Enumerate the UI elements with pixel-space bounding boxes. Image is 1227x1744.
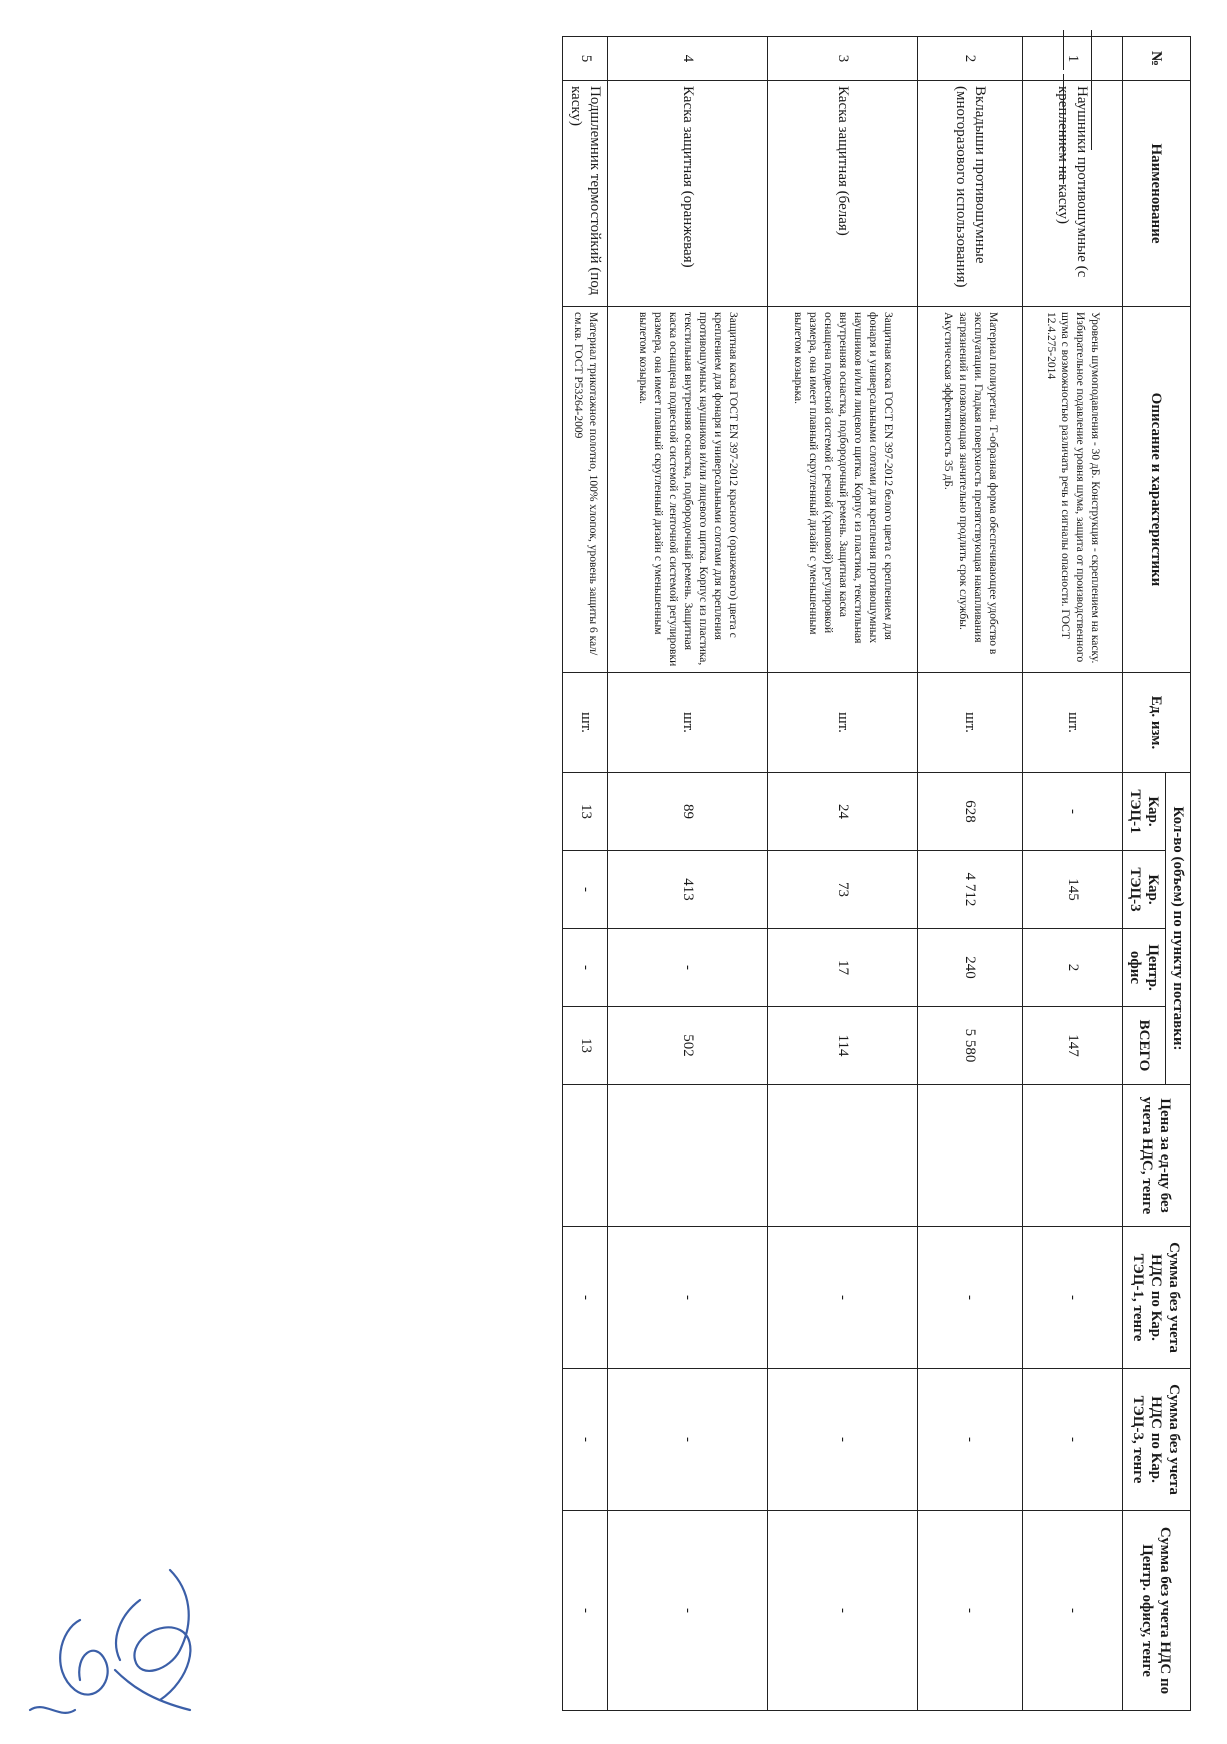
cell-sum-office: - (1023, 1511, 1123, 1711)
cell-sum-office: - (563, 1511, 608, 1711)
cell-sum-tec3: - (563, 1369, 608, 1511)
cell-qty-tec3: 4 712 (918, 851, 1023, 929)
cell-price (608, 1085, 768, 1227)
cell-sum-office: - (768, 1511, 918, 1711)
col-header-sum-tec1: Сумма без учета НДС по Кар. ТЭЦ-1, тенге (1123, 1227, 1191, 1369)
cell-qty-total: 5 580 (918, 1007, 1023, 1085)
cell-description: Защитная каска ГОСТ EN 397-2012 красного (оранжевого) цвета с креплением для фонаря и универсальными слотами для крепления противошумных наушников и/или лицевого щитка. Корпус из пластика, текстильная внутренняя оснастка, подбородочный ремень. Защитная каска оснащена подвесной системой с ленточной системой регулировки размера, она имеет плавный скругленный дизайн с уменьшенным вылетом козырька. (608, 307, 768, 673)
table-row (608, 37, 768, 1711)
cell-price (918, 1085, 1023, 1227)
cell-sum-tec3: - (1023, 1369, 1123, 1511)
cell-name: Каска защитная (оранжевая) (608, 81, 768, 307)
table-row (768, 37, 918, 1711)
cell-unit: шт. (918, 673, 1023, 773)
cell-qty-total: 13 (563, 1007, 608, 1085)
col-header-qty-total: ВСЕГО (1123, 1007, 1166, 1085)
col-header-number: № (1123, 37, 1191, 81)
cell-number: 5 (563, 37, 608, 81)
cell-qty-tec1: - (1023, 773, 1123, 851)
cell-name: Вкладыши противошумные (многоразового использования) (918, 81, 1023, 307)
handwritten-signature-icon (20, 1560, 250, 1740)
cell-sum-tec1: - (918, 1227, 1023, 1369)
cell-sum-tec1: - (563, 1227, 608, 1369)
cell-name: Каска защитная (белая) (768, 81, 918, 307)
cell-number: 1 (1023, 37, 1123, 81)
cell-sum-office: - (918, 1511, 1023, 1711)
table-row (918, 37, 1023, 1711)
spec-table-wrapper (31, 36, 1191, 1710)
contract-number-blank (1091, 30, 1092, 150)
cell-sum-office: - (608, 1511, 768, 1711)
cell-name: Подшлемник термостойкий (под каску) (563, 81, 608, 307)
cell-description: Материал трикотажное полотно, 100% хлопок, уровень защиты 6 кал/см.кв. ГОСТ Р53264-2009 (563, 307, 608, 673)
cell-qty-tec1: 628 (918, 773, 1023, 851)
cell-unit: шт. (1023, 673, 1123, 773)
cell-description: Защитная каска ГОСТ EN 397-2012 белого цвета с креплением для фонаря и универсальными слотами для крепления противошумных наушников и/или лицевого щитка. Корпус из пластика, текстильная внутренняя оснастка, подбородочный ремень. Защитная каска оснащена подвесной системой с речной (храповой) регулировкой размера, она имеет плавный скругленный дизайн с уменьшенным вылетом козырька. (768, 307, 918, 673)
cell-price (563, 1085, 608, 1227)
cell-sum-tec1: - (1023, 1227, 1123, 1369)
cell-qty-total: 114 (768, 1007, 918, 1085)
col-header-name: Наименование (1123, 81, 1191, 307)
cell-number: 2 (918, 37, 1023, 81)
cell-qty-office: - (563, 929, 608, 1007)
cell-qty-tec1: 24 (768, 773, 918, 851)
cell-name: Наушники противошумные (с креплением на каску) (1023, 81, 1123, 307)
cell-qty-office: - (608, 929, 768, 1007)
cell-unit: шт. (563, 673, 608, 773)
table-header-row (1166, 37, 1191, 1711)
cell-qty-office: 240 (918, 929, 1023, 1007)
cell-qty-tec1: 89 (608, 773, 768, 851)
col-header-qty-group: Кол-во (объем) по пункту поставки: (1166, 773, 1191, 1085)
col-header-description: Описание и характеристики (1123, 307, 1191, 673)
cell-number: 4 (608, 37, 768, 81)
cell-qty-tec3: 413 (608, 851, 768, 929)
cell-qty-office: 17 (768, 929, 918, 1007)
cell-price (1023, 1085, 1123, 1227)
col-header-sum-tec3: Сумма без учета НДС по Кар. ТЭЦ-3, тенге (1123, 1369, 1191, 1511)
col-header-unit: Ед. изм. (1123, 673, 1191, 773)
cell-sum-tec1: - (608, 1227, 768, 1369)
cell-number: 3 (768, 37, 918, 81)
cell-unit: шт. (608, 673, 768, 773)
cell-qty-office: 2 (1023, 929, 1123, 1007)
cell-sum-tec1: - (768, 1227, 918, 1369)
cell-description: Уровень шумоподавления - 30 дБ. Конструкция - скреплением на каску. Избирательное подавление уровня шума, защита от производственного шума с возможностью различать речь и сигналы опасности. ГОСТ 12.4.275-2014 (1023, 307, 1123, 673)
col-header-price: Цена за ед-цу без учета НДС, тенге (1123, 1085, 1191, 1227)
cell-sum-tec3: - (768, 1369, 918, 1511)
date-month-blank (1063, 74, 1064, 184)
cell-qty-tec3: 145 (1023, 851, 1123, 929)
cell-description: Материал полиуретан. Т-образная форма обеспечивающее удобство в эксплуатации. Гладкая поверхность препятствующая накапливания загрязнений и позволяющая значительно продлить срок службы. Акустическая эффективность 35 дБ. (918, 307, 1023, 673)
cell-unit: шт. (768, 673, 918, 773)
cell-sum-tec3: - (918, 1369, 1023, 1511)
cell-qty-tec3: - (563, 851, 608, 929)
col-header-qty-office: Центр. офис (1123, 929, 1166, 1007)
col-header-qty-tec1: Кар. ТЭЦ-1 (1123, 773, 1166, 851)
date-day-blank (1063, 30, 1064, 70)
cell-sum-tec3: - (608, 1369, 768, 1511)
col-header-sum-office: Сумма без учета НДС по Центр. офису, тенге (1123, 1511, 1191, 1711)
table-row (563, 37, 608, 1711)
annex-header (1020, 30, 1110, 1030)
cell-qty-total: 147 (1023, 1007, 1123, 1085)
cell-qty-tec1: 13 (563, 773, 608, 851)
col-header-qty-tec3: Кар. ТЭЦ-3 (1123, 851, 1166, 929)
cell-price (768, 1085, 918, 1227)
cell-qty-tec3: 73 (768, 851, 918, 929)
cell-qty-total: 502 (608, 1007, 768, 1085)
